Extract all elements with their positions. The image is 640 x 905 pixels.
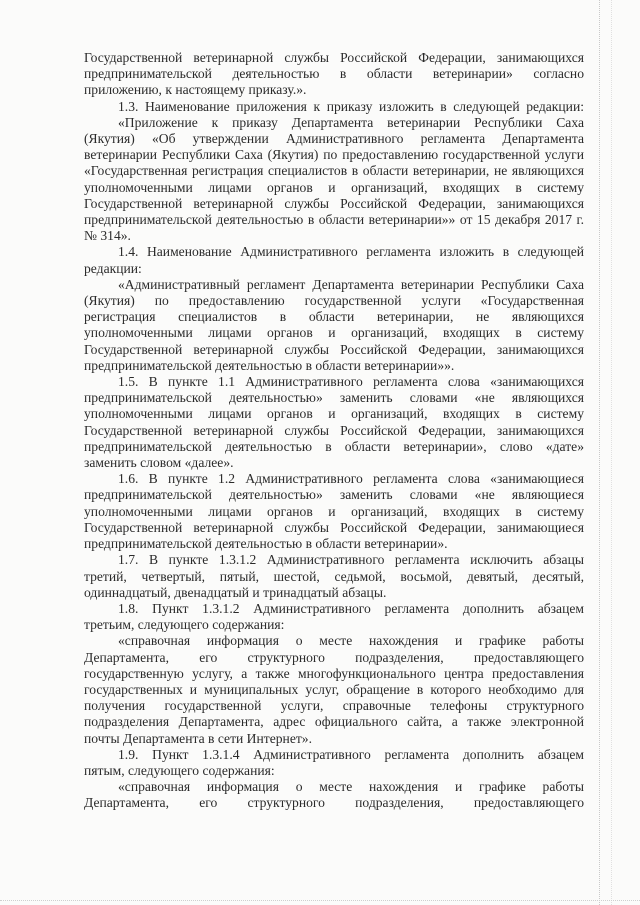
text-line: заменить словом «далее». <box>84 455 234 471</box>
text-line: предпринимательской деятельностью в области ветеринарии», слово «дате» <box>84 438 584 454</box>
text-line: получения государственной услуги, справочные телефоны структурного <box>84 698 584 714</box>
text-line: уполномоченными лицами органов и организаций, входящих в систему <box>84 406 584 422</box>
text-line: Государственной ветеринарной службы Российской Федерации, занимающиеся <box>84 519 584 535</box>
scan-edge-right <box>598 0 600 905</box>
text-line: «Государственная регистрация специалистов в области ветеринарии, не являющихся <box>84 163 584 179</box>
text-line: «справочная информация о месте нахождения и графике работы <box>118 779 584 795</box>
text-line: 1.3. Наименование приложения к приказу изложить в следующей редакции: <box>118 98 584 114</box>
text-line: редакции: <box>84 260 142 276</box>
text-line: Государственной ветеринарной службы Российской Федерации, занимающихся <box>84 195 584 211</box>
text-line: 1.5. В пункте 1.1 Административного регламента слова «занимающихся <box>118 374 584 390</box>
text-line: одиннадцатый, двенадцатый и тринадцатый абзацы. <box>84 584 387 600</box>
text-line: Государственной ветеринарной службы Российской Федерации, занимающихся <box>84 50 584 65</box>
text-line: ветеринарии Республики Саха (Якутия) по предоставлению государственной услуги <box>84 147 584 163</box>
text-line: 1.7. В пункте 1.3.1.2 Административного регламента исключить абзацы <box>118 552 584 568</box>
text-line: «Приложение к приказу Департамента ветеринарии Республики Саха <box>118 114 584 130</box>
text-line: предпринимательской деятельностью в области ветеринарии». <box>84 536 448 552</box>
text-line: предпринимательской деятельностью в области ветеринарии»». <box>84 357 455 373</box>
text-line: третий, четвертый, пятый, шестой, седьмой, восьмой, девятый, десятый, <box>84 568 584 584</box>
text-line: 1.6. В пункте 1.2 Административного регламента слова «занимающиеся <box>118 471 584 487</box>
text-line: 1.8. Пункт 1.3.1.2 Административного регламента дополнить абзацем <box>118 600 584 616</box>
document-body <box>84 50 584 812</box>
scan-edge-right-secondary <box>610 0 612 905</box>
text-line: предпринимательской деятельностью» заменить словами «не являющихся <box>84 390 584 406</box>
text-line: государственную услугу, а также многофункционального центра предоставления <box>84 665 584 681</box>
text-line: Государственной ветеринарной службы Российской Федерации, занимающихся <box>84 341 584 357</box>
text-line: «справочная информация о месте нахождения и графике работы <box>118 633 584 649</box>
text-line: Департамента, его структурного подразделения, предоставляющего <box>84 795 584 811</box>
text-line: третьим, следующего содержания: <box>84 617 285 633</box>
text-line: подразделения Департамента, адрес официального сайта, а также электронной <box>84 714 584 730</box>
text-line: предпринимательской деятельностью» заменить словами «не являющиеся <box>84 487 584 503</box>
text-line: «Административный регламент Департамента ветеринарии Республики Саха <box>118 276 584 292</box>
text-line: уполномоченными лицами органов и организаций, входящих в систему <box>84 325 584 341</box>
text-line: Департамента, его структурного подразделения, предоставляющего <box>84 649 584 665</box>
text-line: предпринимательской деятельностью в области ветеринарии» согласно <box>84 66 584 82</box>
text-line: № 314». <box>84 228 131 244</box>
text-line: (Якутия) по предоставлению государственной услуги «Государственная <box>84 293 584 309</box>
text-line: Государственной ветеринарной службы Российской Федерации, занимающихся <box>84 422 584 438</box>
text-line: 1.9. Пункт 1.3.1.4 Административного регламента дополнить абзацем <box>118 746 584 762</box>
text-line: 1.4. Наименование Административного регламента изложить в следующей <box>118 244 584 260</box>
text-line: приложению, к настоящему приказу.». <box>84 82 307 98</box>
scan-edge-bottom <box>0 899 640 901</box>
text-line: почты Департамента в сети Интернет». <box>84 730 312 746</box>
text-line: государственных и муниципальных услуг, обращение в которого необходимо для <box>84 681 584 697</box>
text-line: предпринимательской деятельностью в области ветеринарии»» от 15 декабря 2017 г. <box>84 212 584 228</box>
text-line: уполномоченными лицами органов и организаций, входящих в систему <box>84 179 584 195</box>
text-line: регистрация специалистов в области ветеринарии, не являющихся <box>84 309 584 325</box>
text-line: пятым, следующего содержания: <box>84 762 275 778</box>
text-line: (Якутия) «Об утверждении Административного регламента Департамента <box>84 131 584 147</box>
text-line: уполномоченными лицами органов и организаций, входящих в систему <box>84 503 584 519</box>
